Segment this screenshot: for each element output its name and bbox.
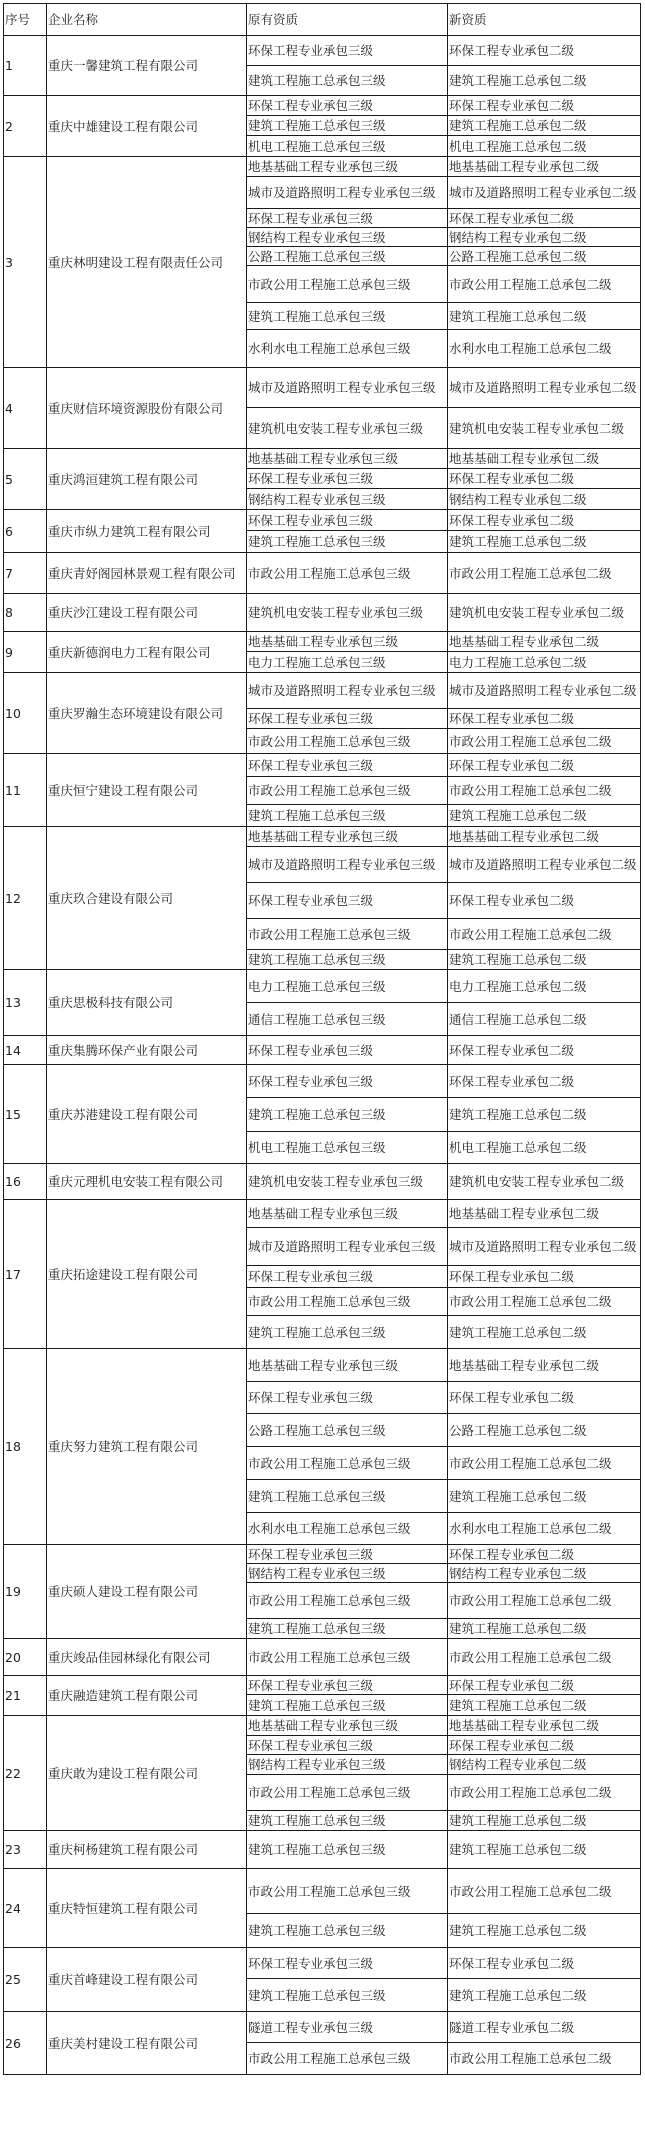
company-name-cell: 重庆鸿洹建筑工程有限公司	[47, 449, 247, 510]
original-qualification-cell: 市政公用工程施工总承包三级	[247, 1583, 448, 1619]
original-qualification-cell: 地基基础工程专业承包三级	[247, 1716, 448, 1736]
new-qualification-cell: 钢结构工程专业承包二级	[448, 1564, 641, 1583]
company-name-cell: 重庆竣品佳园林绿化有限公司	[47, 1639, 247, 1676]
new-qualification-cell: 环保工程专业承包二级	[448, 209, 641, 228]
new-qualification-cell: 电力工程施工总承包二级	[448, 970, 641, 1003]
table-row	[4, 36, 641, 66]
new-qualification-cell: 市政公用工程施工总承包二级	[448, 919, 641, 950]
new-qualification-cell: 市政公用工程施工总承包二级	[448, 1447, 641, 1480]
table-row	[4, 594, 641, 632]
original-qualification-cell: 环保工程专业承包三级	[247, 709, 448, 729]
new-qualification-cell: 市政公用工程施工总承包二级	[448, 266, 641, 303]
serial-number-cell: 21	[4, 1676, 47, 1716]
serial-number-cell: 8	[4, 594, 47, 632]
original-qualification-cell: 建筑工程施工总承包三级	[247, 1914, 448, 1948]
company-name-cell: 重庆首峰建设工程有限公司	[47, 1948, 247, 2012]
serial-number-cell: 7	[4, 553, 47, 594]
original-qualification-cell: 城市及道路照明工程专业承包三级	[247, 673, 448, 709]
serial-number-cell: 23	[4, 1831, 47, 1869]
original-qualification-cell: 地基基础工程专业承包三级	[247, 157, 448, 177]
table-row	[4, 673, 641, 709]
original-qualification-cell: 环保工程专业承包三级	[247, 1736, 448, 1755]
table-row	[4, 1545, 641, 1564]
original-qualification-cell: 建筑工程施工总承包三级	[247, 805, 448, 827]
company-name-cell: 重庆玖合建设有限公司	[47, 827, 247, 970]
new-qualification-cell: 市政公用工程施工总承包二级	[448, 1639, 641, 1676]
original-qualification-cell: 环保工程专业承包三级	[247, 1948, 448, 1979]
header-original-qualification: 原有资质	[247, 4, 448, 36]
original-qualification-cell: 市政公用工程施工总承包三级	[247, 2043, 448, 2075]
original-qualification-cell: 隧道工程专业承包三级	[247, 2012, 448, 2043]
company-name-cell: 重庆苏港建设工程有限公司	[47, 1065, 247, 1164]
new-qualification-cell: 环保工程专业承包二级	[448, 754, 641, 777]
original-qualification-cell: 市政公用工程施工总承包三级	[247, 777, 448, 805]
serial-number-cell: 6	[4, 510, 47, 553]
table-row	[4, 827, 641, 847]
new-qualification-cell: 公路工程施工总承包二级	[448, 247, 641, 266]
header-company-name: 企业名称	[47, 4, 247, 36]
original-qualification-cell: 电力工程施工总承包三级	[247, 970, 448, 1003]
new-qualification-cell: 建筑工程施工总承包二级	[448, 116, 641, 136]
new-qualification-cell: 隧道工程专业承包二级	[448, 2012, 641, 2043]
original-qualification-cell: 地基基础工程专业承包三级	[247, 632, 448, 652]
original-qualification-cell: 钢结构工程专业承包三级	[247, 489, 448, 510]
new-qualification-cell: 建筑机电安装工程专业承包二级	[448, 408, 641, 449]
original-qualification-cell: 市政公用工程施工总承包三级	[247, 1869, 448, 1914]
serial-number-cell: 10	[4, 673, 47, 754]
original-qualification-cell: 市政公用工程施工总承包三级	[247, 729, 448, 754]
serial-number-cell: 25	[4, 1948, 47, 2012]
new-qualification-cell: 环保工程专业承包二级	[448, 469, 641, 489]
serial-number-cell: 1	[4, 36, 47, 96]
original-qualification-cell: 建筑工程施工总承包三级	[247, 1098, 448, 1132]
table-row	[4, 754, 641, 777]
table-row	[4, 2012, 641, 2043]
original-qualification-cell: 钢结构工程专业承包三级	[247, 228, 448, 247]
original-qualification-cell: 机电工程施工总承包三级	[247, 1132, 448, 1164]
new-qualification-cell: 建筑机电安装工程专业承包二级	[448, 1164, 641, 1200]
original-qualification-cell: 城市及道路照明工程专业承包三级	[247, 1228, 448, 1266]
table-row	[4, 1639, 641, 1676]
new-qualification-cell: 公路工程施工总承包二级	[448, 1414, 641, 1447]
new-qualification-cell: 建筑工程施工总承包二级	[448, 1831, 641, 1869]
original-qualification-cell: 环保工程专业承包三级	[247, 96, 448, 116]
serial-number-cell: 26	[4, 2012, 47, 2075]
table-row	[4, 1036, 641, 1065]
original-qualification-cell: 建筑工程施工总承包三级	[247, 1619, 448, 1639]
original-qualification-cell: 建筑工程施工总承包三级	[247, 531, 448, 553]
table-row	[4, 553, 641, 594]
original-qualification-cell: 环保工程专业承包三级	[247, 510, 448, 531]
new-qualification-cell: 地基基础工程专业承包二级	[448, 157, 641, 177]
original-qualification-cell: 建筑工程施工总承包三级	[247, 1316, 448, 1349]
original-qualification-cell: 建筑机电安装工程专业承包三级	[247, 1164, 448, 1200]
serial-number-cell: 14	[4, 1036, 47, 1065]
new-qualification-cell: 建筑工程施工总承包二级	[448, 805, 641, 827]
new-qualification-cell: 水利水电工程施工总承包二级	[448, 330, 641, 368]
table-row	[4, 449, 641, 469]
company-name-cell: 重庆新德润电力工程有限公司	[47, 632, 247, 673]
original-qualification-cell: 水利水电工程施工总承包三级	[247, 330, 448, 368]
new-qualification-cell: 环保工程专业承包二级	[448, 1036, 641, 1065]
original-qualification-cell: 公路工程施工总承包三级	[247, 247, 448, 266]
new-qualification-cell: 建筑工程施工总承包二级	[448, 303, 641, 330]
serial-number-cell: 2	[4, 96, 47, 157]
company-name-cell: 重庆林明建设工程有限责任公司	[47, 157, 247, 368]
new-qualification-cell: 地基基础工程专业承包二级	[448, 1200, 641, 1228]
new-qualification-cell: 城市及道路照明工程专业承包二级	[448, 847, 641, 883]
new-qualification-cell: 环保工程专业承包二级	[448, 1676, 641, 1695]
table-row	[4, 632, 641, 652]
new-qualification-cell: 建筑工程施工总承包二级	[448, 1316, 641, 1349]
company-name-cell: 重庆硕人建设工程有限公司	[47, 1545, 247, 1639]
original-qualification-cell: 钢结构工程专业承包三级	[247, 1564, 448, 1583]
new-qualification-cell: 市政公用工程施工总承包二级	[448, 729, 641, 754]
serial-number-cell: 19	[4, 1545, 47, 1639]
serial-number-cell: 4	[4, 368, 47, 449]
serial-number-cell: 9	[4, 632, 47, 673]
new-qualification-cell: 市政公用工程施工总承包二级	[448, 777, 641, 805]
company-name-cell: 重庆特恒建筑工程有限公司	[47, 1869, 247, 1948]
table-row	[4, 1869, 641, 1914]
table-row	[4, 1065, 641, 1098]
table-body	[4, 36, 641, 2075]
new-qualification-cell: 市政公用工程施工总承包二级	[448, 1583, 641, 1619]
new-qualification-cell: 城市及道路照明工程专业承包二级	[448, 1228, 641, 1266]
original-qualification-cell: 地基基础工程专业承包三级	[247, 449, 448, 469]
table-row	[4, 368, 641, 408]
company-name-cell: 重庆努力建筑工程有限公司	[47, 1349, 247, 1545]
original-qualification-cell: 建筑机电安装工程专业承包三级	[247, 594, 448, 632]
original-qualification-cell: 环保工程专业承包三级	[247, 1382, 448, 1414]
serial-number-cell: 5	[4, 449, 47, 510]
new-qualification-cell: 钢结构工程专业承包二级	[448, 1755, 641, 1775]
new-qualification-cell: 建筑工程施工总承包二级	[448, 1811, 641, 1831]
company-name-cell: 重庆罗瀚生态环境建设有限公司	[47, 673, 247, 754]
table-row	[4, 96, 641, 116]
original-qualification-cell: 环保工程专业承包三级	[247, 883, 448, 919]
new-qualification-cell: 电力工程施工总承包二级	[448, 652, 641, 673]
original-qualification-cell: 市政公用工程施工总承包三级	[247, 1447, 448, 1480]
serial-number-cell: 18	[4, 1349, 47, 1545]
new-qualification-cell: 环保工程专业承包二级	[448, 1266, 641, 1288]
original-qualification-cell: 城市及道路照明工程专业承包三级	[247, 177, 448, 209]
company-name-cell: 重庆敢为建设工程有限公司	[47, 1716, 247, 1831]
original-qualification-cell: 建筑机电安装工程专业承包三级	[247, 408, 448, 449]
original-qualification-cell: 建筑工程施工总承包三级	[247, 303, 448, 330]
new-qualification-cell: 环保工程专业承包二级	[448, 36, 641, 66]
original-qualification-cell: 环保工程专业承包三级	[247, 1065, 448, 1098]
company-name-cell: 重庆元理机电安装工程有限公司	[47, 1164, 247, 1200]
table-row	[4, 1948, 641, 1979]
serial-number-cell: 17	[4, 1200, 47, 1349]
original-qualification-cell: 城市及道路照明工程专业承包三级	[247, 847, 448, 883]
original-qualification-cell: 市政公用工程施工总承包三级	[247, 1775, 448, 1811]
original-qualification-cell: 建筑工程施工总承包三级	[247, 1979, 448, 2012]
original-qualification-cell: 公路工程施工总承包三级	[247, 1414, 448, 1447]
original-qualification-cell: 市政公用工程施工总承包三级	[247, 1639, 448, 1676]
table-row	[4, 157, 641, 177]
original-qualification-cell: 市政公用工程施工总承包三级	[247, 919, 448, 950]
new-qualification-cell: 钢结构工程专业承包二级	[448, 489, 641, 510]
company-name-cell: 重庆集腾环保产业有限公司	[47, 1036, 247, 1065]
new-qualification-cell: 环保工程专业承包二级	[448, 1382, 641, 1414]
company-name-cell: 重庆沙江建设工程有限公司	[47, 594, 247, 632]
serial-number-cell: 16	[4, 1164, 47, 1200]
new-qualification-cell: 市政公用工程施工总承包二级	[448, 1288, 641, 1316]
company-name-cell: 重庆拓途建设工程有限公司	[47, 1200, 247, 1349]
new-qualification-cell: 机电工程施工总承包二级	[448, 1132, 641, 1164]
original-qualification-cell: 市政公用工程施工总承包三级	[247, 1288, 448, 1316]
company-name-cell: 重庆一馨建筑工程有限公司	[47, 36, 247, 96]
new-qualification-cell: 地基基础工程专业承包二级	[448, 1349, 641, 1382]
original-qualification-cell: 钢结构工程专业承包三级	[247, 1755, 448, 1775]
new-qualification-cell: 建筑工程施工总承包二级	[448, 1695, 641, 1716]
original-qualification-cell: 建筑工程施工总承包三级	[247, 1695, 448, 1716]
serial-number-cell: 13	[4, 970, 47, 1036]
serial-number-cell: 22	[4, 1716, 47, 1831]
company-name-cell: 重庆柯杨建筑工程有限公司	[47, 1831, 247, 1869]
original-qualification-cell: 城市及道路照明工程专业承包三级	[247, 368, 448, 408]
company-name-cell: 重庆思极科技有限公司	[47, 970, 247, 1036]
new-qualification-cell: 环保工程专业承包二级	[448, 96, 641, 116]
serial-number-cell: 12	[4, 827, 47, 970]
new-qualification-cell: 建筑工程施工总承包二级	[448, 1979, 641, 2012]
new-qualification-cell: 地基基础工程专业承包二级	[448, 1716, 641, 1736]
new-qualification-cell: 钢结构工程专业承包二级	[448, 228, 641, 247]
serial-number-cell: 11	[4, 754, 47, 827]
new-qualification-cell: 建筑工程施工总承包二级	[448, 66, 641, 96]
new-qualification-cell: 城市及道路照明工程专业承包二级	[448, 177, 641, 209]
header-serial-number: 序号	[4, 4, 47, 36]
serial-number-cell: 24	[4, 1869, 47, 1948]
company-name-cell: 重庆美村建设工程有限公司	[47, 2012, 247, 2075]
new-qualification-cell: 市政公用工程施工总承包二级	[448, 553, 641, 594]
table-row	[4, 1831, 641, 1869]
table-row	[4, 1716, 641, 1736]
original-qualification-cell: 环保工程专业承包三级	[247, 1036, 448, 1065]
table-row	[4, 970, 641, 1003]
original-qualification-cell: 通信工程施工总承包三级	[247, 1003, 448, 1036]
original-qualification-cell: 电力工程施工总承包三级	[247, 652, 448, 673]
original-qualification-cell: 环保工程专业承包三级	[247, 469, 448, 489]
new-qualification-cell: 建筑工程施工总承包二级	[448, 1098, 641, 1132]
company-name-cell: 重庆青妤阁园林景观工程有限公司	[47, 553, 247, 594]
original-qualification-cell: 建筑工程施工总承包三级	[247, 1811, 448, 1831]
serial-number-cell: 3	[4, 157, 47, 368]
new-qualification-cell: 环保工程专业承包二级	[448, 1545, 641, 1564]
original-qualification-cell: 环保工程专业承包三级	[247, 36, 448, 66]
new-qualification-cell: 地基基础工程专业承包二级	[448, 827, 641, 847]
qualification-upgrade-table	[3, 3, 641, 2075]
table-row	[4, 1349, 641, 1382]
table-row	[4, 1164, 641, 1200]
table-row	[4, 1676, 641, 1695]
new-qualification-cell: 市政公用工程施工总承包二级	[448, 1869, 641, 1914]
new-qualification-cell: 地基基础工程专业承包二级	[448, 632, 641, 652]
original-qualification-cell: 地基基础工程专业承包三级	[247, 1200, 448, 1228]
new-qualification-cell: 建筑机电安装工程专业承包二级	[448, 594, 641, 632]
company-name-cell: 重庆市纵力建筑工程有限公司	[47, 510, 247, 553]
original-qualification-cell: 市政公用工程施工总承包三级	[247, 266, 448, 303]
new-qualification-cell: 建筑工程施工总承包二级	[448, 950, 641, 970]
original-qualification-cell: 建筑工程施工总承包三级	[247, 950, 448, 970]
new-qualification-cell: 环保工程专业承包二级	[448, 883, 641, 919]
new-qualification-cell: 环保工程专业承包二级	[448, 709, 641, 729]
new-qualification-cell: 城市及道路照明工程专业承包二级	[448, 368, 641, 408]
original-qualification-cell: 建筑工程施工总承包三级	[247, 116, 448, 136]
new-qualification-cell: 环保工程专业承包二级	[448, 1065, 641, 1098]
new-qualification-cell: 环保工程专业承包二级	[448, 1948, 641, 1979]
original-qualification-cell: 市政公用工程施工总承包三级	[247, 553, 448, 594]
original-qualification-cell: 环保工程专业承包三级	[247, 1676, 448, 1695]
new-qualification-cell: 建筑工程施工总承包二级	[448, 1480, 641, 1513]
original-qualification-cell: 建筑工程施工总承包三级	[247, 1831, 448, 1869]
company-name-cell: 重庆恒宁建设工程有限公司	[47, 754, 247, 827]
original-qualification-cell: 建筑工程施工总承包三级	[247, 66, 448, 96]
new-qualification-cell: 通信工程施工总承包二级	[448, 1003, 641, 1036]
original-qualification-cell: 环保工程专业承包三级	[247, 1545, 448, 1564]
original-qualification-cell: 机电工程施工总承包三级	[247, 136, 448, 157]
table-row	[4, 1200, 641, 1228]
serial-number-cell: 15	[4, 1065, 47, 1164]
new-qualification-cell: 建筑工程施工总承包二级	[448, 1914, 641, 1948]
new-qualification-cell: 市政公用工程施工总承包二级	[448, 2043, 641, 2075]
company-name-cell: 重庆融造建筑工程有限公司	[47, 1676, 247, 1716]
original-qualification-cell: 水利水电工程施工总承包三级	[247, 1513, 448, 1545]
new-qualification-cell: 建筑工程施工总承包二级	[448, 1619, 641, 1639]
original-qualification-cell: 环保工程专业承包三级	[247, 209, 448, 228]
new-qualification-cell: 地基基础工程专业承包二级	[448, 449, 641, 469]
company-name-cell: 重庆中雄建设工程有限公司	[47, 96, 247, 157]
table-header-row	[4, 4, 641, 36]
company-name-cell: 重庆财信环境资源股份有限公司	[47, 368, 247, 449]
original-qualification-cell: 建筑工程施工总承包三级	[247, 1480, 448, 1513]
original-qualification-cell: 地基基础工程专业承包三级	[247, 1349, 448, 1382]
original-qualification-cell: 环保工程专业承包三级	[247, 754, 448, 777]
original-qualification-cell: 环保工程专业承包三级	[247, 1266, 448, 1288]
new-qualification-cell: 建筑工程施工总承包二级	[448, 531, 641, 553]
table-row	[4, 510, 641, 531]
new-qualification-cell: 水利水电工程施工总承包二级	[448, 1513, 641, 1545]
new-qualification-cell: 机电工程施工总承包二级	[448, 136, 641, 157]
new-qualification-cell: 环保工程专业承包二级	[448, 510, 641, 531]
serial-number-cell: 20	[4, 1639, 47, 1676]
new-qualification-cell: 市政公用工程施工总承包二级	[448, 1775, 641, 1811]
header-new-qualification: 新资质	[448, 4, 641, 36]
new-qualification-cell: 环保工程专业承包二级	[448, 1736, 641, 1755]
new-qualification-cell: 城市及道路照明工程专业承包二级	[448, 673, 641, 709]
original-qualification-cell: 地基基础工程专业承包三级	[247, 827, 448, 847]
